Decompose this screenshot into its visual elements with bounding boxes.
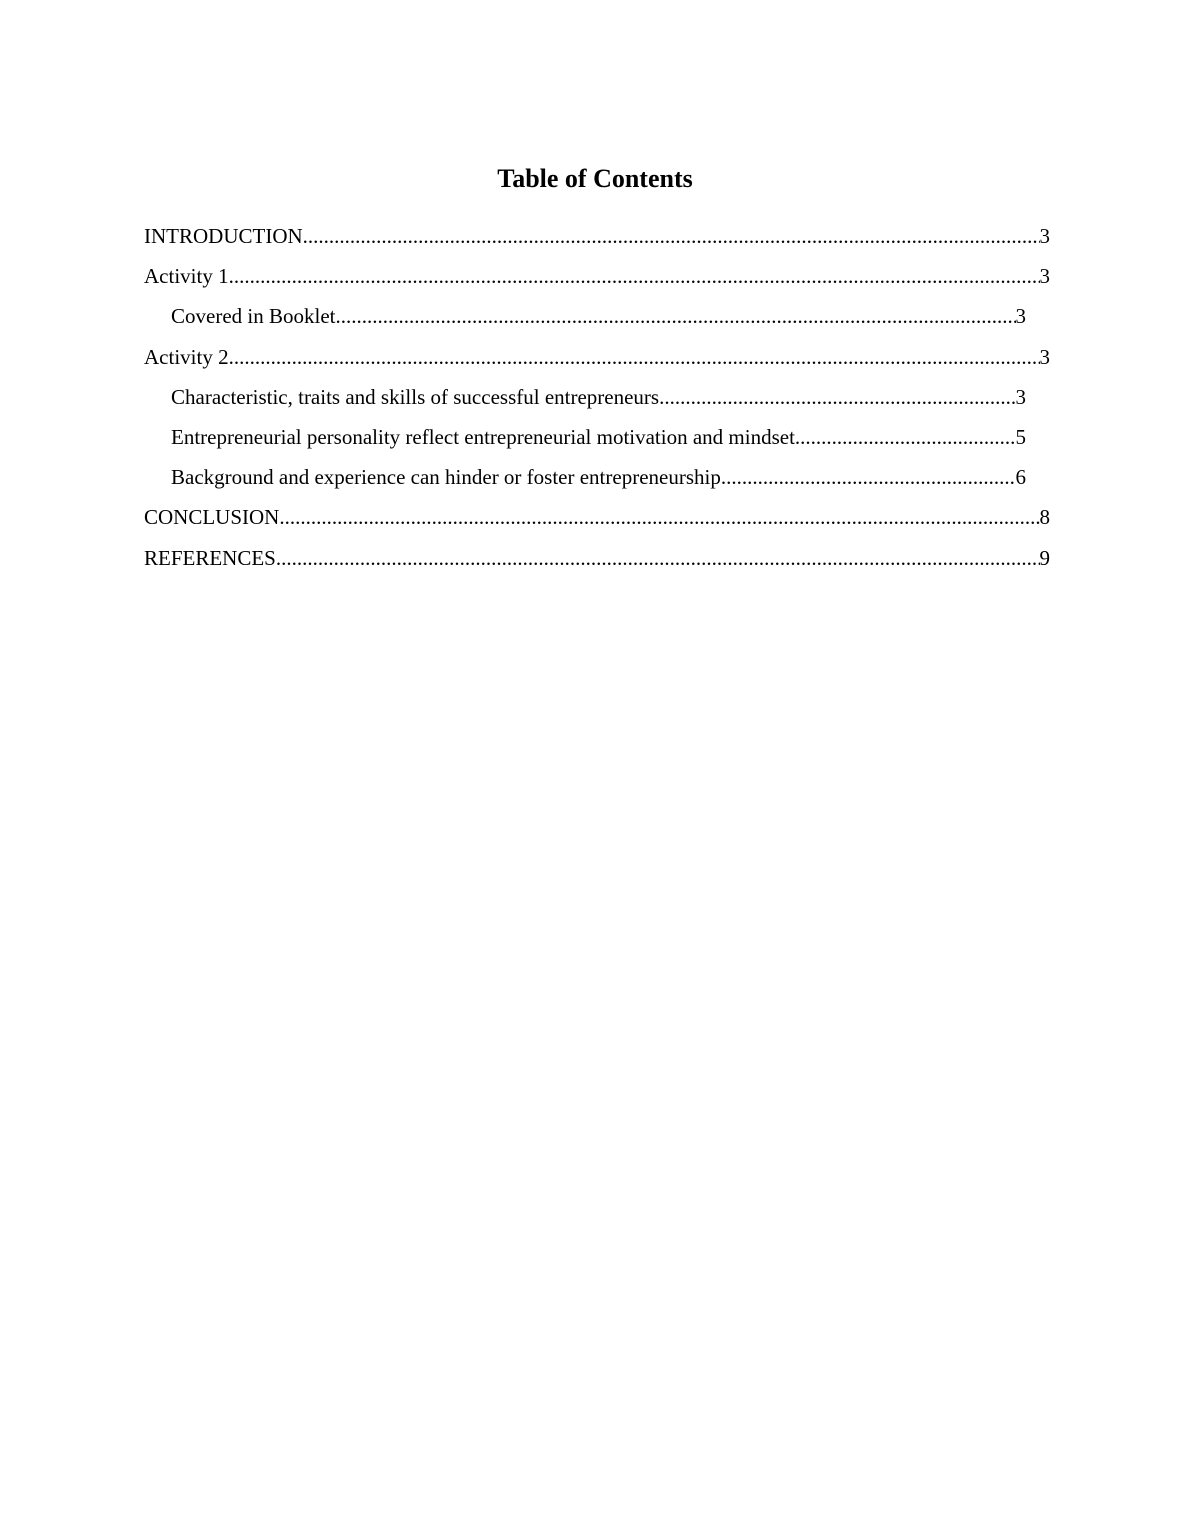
toc-dot-leader — [659, 377, 1015, 417]
toc-entry-entrepreneurial-personality[interactable] — [171, 417, 1026, 457]
toc-dot-leader — [229, 337, 1040, 377]
toc-page-number: 8 — [1039, 505, 1050, 530]
toc-dot-leader — [303, 216, 1040, 256]
toc-entry-label: Covered in Booklet — [171, 304, 336, 329]
toc-entry-activity-1[interactable] — [144, 256, 1050, 296]
toc-title: Table of Contents — [497, 164, 693, 193]
toc-entry-label: INTRODUCTION — [144, 224, 303, 248]
toc-page-number: 3 — [1015, 304, 1026, 329]
table-of-contents — [0, 216, 1190, 578]
toc-page-number: 3 — [1015, 384, 1026, 409]
toc-entry-introduction[interactable] — [144, 216, 1050, 256]
toc-page-number: 5 — [1015, 424, 1026, 449]
toc-entry-label: Entrepreneurial personality reflect entrepreneurial motivation and mindset — [171, 424, 795, 449]
toc-entry-characteristics[interactable] — [171, 377, 1026, 417]
toc-entry-background-experience[interactable] — [171, 457, 1026, 497]
toc-dot-leader — [229, 256, 1040, 296]
toc-entry-label: Characteristic, traits and skills of successful entrepreneurs — [171, 384, 660, 409]
toc-entry-label: CONCLUSION — [144, 505, 280, 530]
toc-page-number: 6 — [1015, 465, 1026, 490]
toc-page-number: 3 — [1039, 224, 1050, 248]
toc-entry-label: Activity 1 — [144, 264, 229, 289]
toc-entry-label: Background and experience can hinder or foster entrepreneurship — [171, 465, 721, 490]
toc-dot-leader — [721, 457, 1016, 497]
toc-dot-leader — [335, 296, 1015, 336]
toc-dot-leader — [279, 497, 1039, 537]
toc-dot-leader — [276, 538, 1040, 578]
toc-entry-activity-2[interactable] — [144, 337, 1050, 377]
toc-entry-label: REFERENCES — [144, 545, 276, 570]
toc-entry-references[interactable] — [144, 538, 1050, 578]
toc-page-number: 9 — [1039, 545, 1050, 570]
toc-entry-label: Activity 2 — [144, 344, 229, 369]
toc-page-number: 3 — [1039, 264, 1050, 289]
toc-page-number: 3 — [1039, 344, 1050, 369]
toc-dot-leader — [795, 417, 1016, 457]
toc-entry-conclusion[interactable] — [144, 497, 1050, 537]
toc-entry-covered-in-booklet[interactable] — [171, 296, 1026, 336]
